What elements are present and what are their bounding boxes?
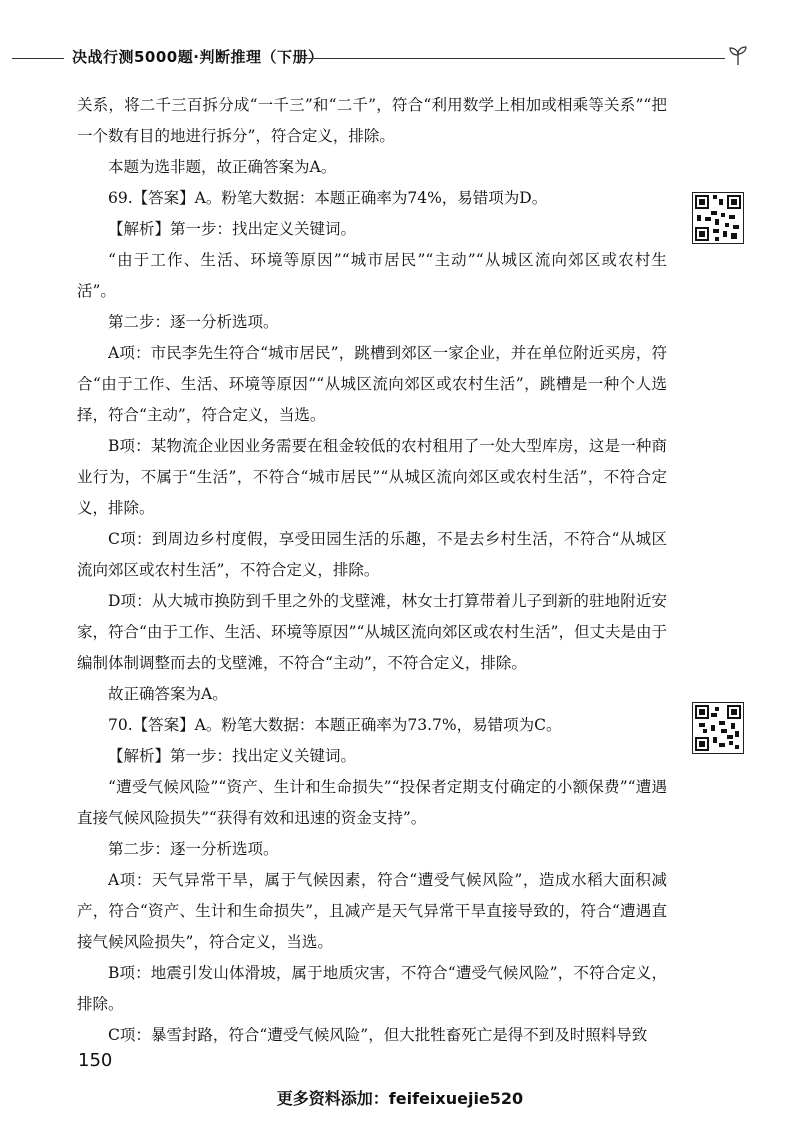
option-c: C项：到周边乡村度假，享受田园生活的乐趣，不是去乡村生活，不符合“从城区流向郊区或农村生活”，不符合定义，排除。 bbox=[77, 530, 667, 579]
analysis-heading: 【解析】第一步：找出定义关键词。 bbox=[108, 747, 357, 765]
paragraph: 第二步：逐一分析选项。 bbox=[108, 313, 279, 331]
header-rule-right bbox=[300, 58, 725, 59]
paragraph: 关系，将二千三百拆分成“一千三”和“二千”，符合“利用数学上相加或相乘等关系”“把一个数有目的地进行拆分”，符合定义，排除。 bbox=[77, 96, 667, 145]
analysis-heading: 【解析】第一步：找出定义关键词。 bbox=[108, 220, 357, 238]
qr-code-icon[interactable] bbox=[692, 192, 744, 244]
paragraph: “遭受气候风险”“资产、生计和生命损失”“投保者定期支付确定的小额保费”“遭遇直接气候风险损失”“获得有效和迅速的资金支持”。 bbox=[77, 778, 667, 827]
sprout-icon bbox=[727, 44, 749, 66]
paragraph: 本题为选非题，故正确答案为A。 bbox=[108, 158, 337, 176]
option-a: A项：市民李先生符合“城市居民”，跳槽到郊区一家企业，并在单位附近买房，符合“由于工作、生活、环境等原因”“从城区流向郊区或农村生活”，跳槽是一种个人选择，符合“主动”，符合定义，当选。 bbox=[77, 344, 667, 424]
answer-heading-69: 69.【答案】A。粉笔大数据：本题正确率为74%，易错项为D。 bbox=[108, 189, 548, 207]
answer-heading-70: 70.【答案】A。粉笔大数据：本题正确率为73.7%，易错项为C。 bbox=[108, 716, 562, 734]
option-b: B项：地震引发山体滑坡，属于地质灾害，不符合“遭受气候风险”，不符合定义，排除。 bbox=[77, 964, 667, 1013]
paragraph: “由于工作、生活、环境等原因”“城市居民”“主动”“从城区流向郊区或农村生活”。 bbox=[77, 251, 667, 300]
paragraph: 第二步：逐一分析选项。 bbox=[108, 840, 279, 858]
qr-code-icon[interactable] bbox=[692, 702, 744, 754]
page-header bbox=[0, 40, 800, 80]
page-number: 150 bbox=[78, 1050, 113, 1071]
footer-note: 更多资料添加：feifeixuejie520 bbox=[276, 1089, 524, 1108]
header-title: 决战行测5000题·判断推理（下册） bbox=[72, 48, 324, 66]
option-a: A项：天气异常干旱，属于气候因素，符合“遭受气候风险”，造成水稻大面积减产，符合“资产、生计和生命损失”，且减产是天气异常干旱直接导致的，符合“遭遇直接气候风险损失”，符合定义，当选。 bbox=[77, 871, 667, 951]
option-b: B项：某物流企业因业务需要在租金较低的农村租用了一处大型库房，这是一种商业行为，不属于“生活”，不符合“城市居民”“从城区流向郊区或农村生活”，不符合定义，排除。 bbox=[77, 437, 667, 517]
page-content bbox=[77, 90, 667, 1051]
paragraph: 故正确答案为A。 bbox=[108, 685, 228, 703]
option-d: D项：从大城市换防到千里之外的戈壁滩，林女士打算带着儿子到新的驻地附近安家，符合“由于工作、生活、环境等原因”“从城区流向郊区或农村生活”，但丈夫是由于编制体制调整而去的戈壁滩，不符合“主动”，不符合定义，排除。 bbox=[77, 592, 667, 672]
header-rule-left bbox=[12, 58, 64, 59]
option-c: C项：暴雪封路，符合“遭受气候风险”，但大批牲畜死亡是得不到及时照料导致 bbox=[108, 1026, 648, 1044]
